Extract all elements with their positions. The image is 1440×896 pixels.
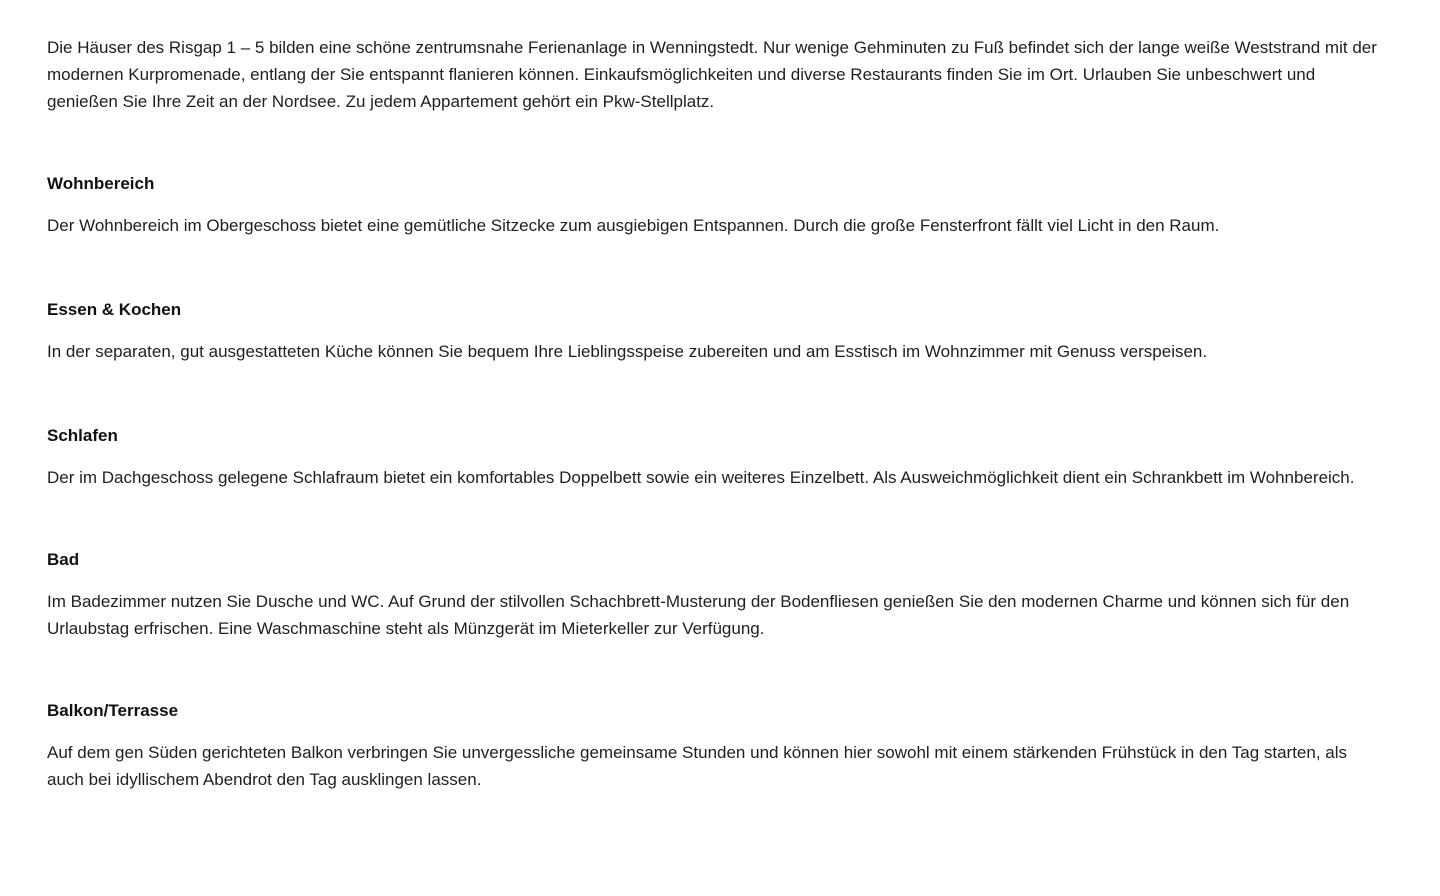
section-heading-schlafen: Schlafen: [47, 426, 118, 445]
section-heading-bad: Bad: [47, 550, 80, 569]
section-text-wohnbereich: Der Wohnbereich im Obergeschoss bietet eine gemütliche Sitzecke zum ausgiebigen Entspannen. Durch die große Fensterfront fällt viel Licht in den Raum.: [47, 216, 1220, 235]
section-text-essen-kochen: In der separaten, gut ausgestatteten Küche können Sie bequem Ihre Lieblingsspeise zubereiten und am Esstisch im Wohnzimmer mit Genuss verspeisen.: [47, 342, 1208, 361]
section-wohnbereich: [47, 171, 1387, 239]
section-heading-essen-kochen: Essen & Kochen: [47, 300, 182, 319]
section-bad: [47, 547, 1387, 642]
section-text-bad: Im Badezimmer nutzen Sie Dusche und WC. Auf Grund der stilvollen Schachbrett-Musterung der Bodenfliesen genießen Sie den modernen Charme und können sich für den Urlaubstag erfrischen. Eine Waschmaschine steht als Münzgerät im Mieterkeller zur Verfügung.: [47, 592, 1350, 638]
section-schlafen: [47, 423, 1387, 491]
section-essen-kochen: [47, 297, 1387, 365]
section-heading-wohnbereich: Wohnbereich: [47, 174, 155, 193]
section-heading-balkon-terrasse: Balkon/Terrasse: [47, 701, 179, 720]
section-text-balkon-terrasse: Auf dem gen Süden gerichteten Balkon verbringen Sie unvergessliche gemeinsame Stunden und können hier sowohl mit einem stärkenden Frühstück in den Tag starten, als auch bei idyllischem Abendrot den Tag ausklingen lassen.: [47, 743, 1348, 789]
intro-paragraph: Die Häuser des Risgap 1 – 5 bilden eine schöne zentrumsnahe Ferienanlage in Wenningstedt. Nur wenige Gehminuten zu Fuß befindet sich der lange weiße Weststrand mit der modernen Kurpromenade, entlang der Sie entspannt flanieren können. Einkaufsmöglichkeiten und diverse Restaurants finden Sie im Ort. Urlauben Sie unbeschwert und genießen Sie Ihre Zeit an der Nordsee. Zu jedem Appartement gehört ein Pkw-Stellplatz.: [47, 38, 1377, 111]
section-text-schlafen: Der im Dachgeschoss gelegene Schlafraum bietet ein komfortables Doppelbett sowie ein weiteres Einzelbett. Als Ausweichmöglichkeit dient ein Schrankbett im Wohnbereich.: [47, 468, 1355, 487]
section-balkon-terrasse: [47, 698, 1387, 793]
description-document: [47, 34, 1387, 793]
